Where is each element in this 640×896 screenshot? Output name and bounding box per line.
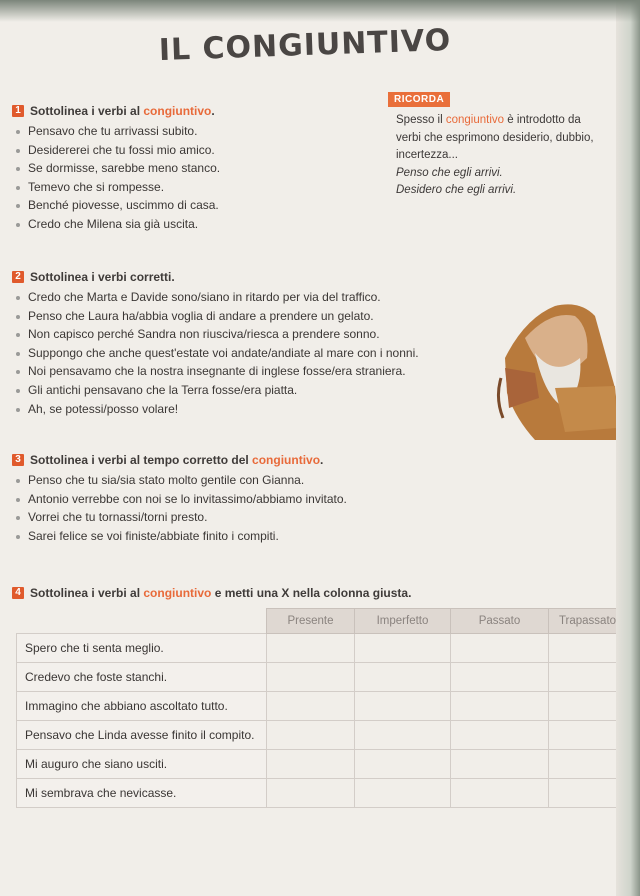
answer-cell[interactable]	[451, 721, 549, 750]
list-item[interactable]: Gli antichi pensavano che la Terra fosse/era piatta.	[12, 381, 419, 400]
exercise-3	[12, 453, 347, 545]
exercise-2-list	[12, 288, 419, 418]
exercise-3-instruction	[12, 453, 347, 467]
answer-cell[interactable]	[451, 779, 549, 808]
instruction-text: .	[320, 453, 324, 467]
list-item[interactable]: Antonio verrebbe con noi se lo invitassimo/abbiamo invitato.	[12, 490, 347, 509]
page-title: IL CONGIUNTIVO	[158, 22, 452, 69]
answer-cell[interactable]	[451, 634, 549, 663]
sentence-cell[interactable]: Mi sembrava che nevicasse.	[17, 779, 267, 808]
answer-cell[interactable]	[355, 663, 451, 692]
column-header: Passato	[451, 609, 549, 634]
answer-cell[interactable]	[267, 634, 355, 663]
exercise-3-list	[12, 471, 347, 545]
table-row	[17, 663, 627, 692]
list-item[interactable]: Temevo che si rompesse.	[12, 178, 220, 197]
table-row	[17, 634, 627, 663]
instruction-highlight: congiuntivo	[143, 104, 212, 118]
answer-cell[interactable]	[451, 663, 549, 692]
answer-cell[interactable]	[355, 750, 451, 779]
answer-cell[interactable]	[355, 692, 451, 721]
tense-table	[16, 608, 626, 808]
table-row	[17, 750, 627, 779]
instruction-highlight: congiuntivo	[143, 586, 212, 600]
answer-cell[interactable]	[267, 663, 355, 692]
answer-cell[interactable]	[549, 721, 627, 750]
list-item[interactable]: Noi pensavamo che la nostra insegnante di inglese fosse/era straniera.	[12, 362, 419, 381]
instruction-text: Sottolinea i verbi al	[30, 586, 144, 600]
exercise-number: 1	[12, 105, 24, 117]
answer-cell[interactable]	[549, 663, 627, 692]
list-item[interactable]: Penso che tu sia/sia stato molto gentile con Gianna.	[12, 471, 347, 490]
answer-cell[interactable]	[549, 779, 627, 808]
exercise-1	[12, 104, 220, 234]
list-item[interactable]: Ah, se potessi/posso volare!	[12, 400, 419, 419]
list-item[interactable]: Penso che Laura ha/abbia voglia di andare a prendere un gelato.	[12, 307, 419, 326]
answer-cell[interactable]	[549, 692, 627, 721]
list-item[interactable]: Credo che Milena sia già uscita.	[12, 215, 220, 234]
column-header: Trapassato	[549, 609, 627, 634]
instruction-text: .	[211, 104, 215, 118]
answer-cell[interactable]	[549, 750, 627, 779]
page-edge	[616, 0, 640, 896]
list-item[interactable]: Credo che Marta e Davide sono/siano in ritardo per via del traffico.	[12, 288, 419, 307]
sentence-cell[interactable]: Spero che ti senta meglio.	[17, 634, 267, 663]
table-header-blank	[17, 609, 267, 634]
ricorda-example: Penso che egli arrivi.	[396, 166, 503, 179]
answer-cell[interactable]	[267, 779, 355, 808]
instruction-text: e metti una X nella colonna giusta.	[211, 586, 412, 600]
answer-cell[interactable]	[355, 634, 451, 663]
exercise-1-instruction	[12, 104, 220, 118]
answer-cell[interactable]	[355, 779, 451, 808]
table-row	[17, 692, 627, 721]
answer-cell[interactable]	[267, 750, 355, 779]
ricorda-badge: RICORDA	[388, 92, 450, 107]
top-shadow	[0, 0, 640, 22]
list-item[interactable]: Vorrei che tu tornassi/torni presto.	[12, 508, 347, 527]
ricorda-highlight: congiuntivo	[445, 114, 505, 126]
answer-cell[interactable]	[355, 721, 451, 750]
ricorda-example: Desidero che egli arrivi.	[396, 184, 517, 196]
list-item[interactable]: Suppongo che anche quest'estate voi andate/andiate al mare con i nonni.	[12, 344, 419, 363]
list-item[interactable]: Se dormisse, sarebbe meno stanco.	[12, 159, 220, 178]
sentence-cell[interactable]: Credevo che foste stanchi.	[17, 663, 267, 692]
instruction-text: Sottolinea i verbi corretti.	[30, 270, 175, 284]
answer-cell[interactable]	[267, 692, 355, 721]
exercise-number: 3	[12, 454, 24, 466]
exercise-4-instruction	[12, 586, 411, 600]
instruction-text: Sottolinea i verbi al tempo corretto del	[30, 453, 253, 467]
exercise-number: 2	[12, 271, 24, 283]
list-item[interactable]: Benché piovesse, uscimmo di casa.	[12, 196, 220, 215]
exercise-2-instruction	[12, 270, 419, 284]
column-header: Imperfetto	[355, 609, 451, 634]
exercise-1-list	[12, 122, 220, 234]
exercise-number: 4	[12, 587, 24, 599]
list-item[interactable]: Desidererei che tu fossi mio amico.	[12, 141, 220, 160]
ricorda-text: Spesso il	[396, 114, 446, 126]
answer-cell[interactable]	[451, 750, 549, 779]
exercise-2	[12, 270, 419, 418]
instruction-highlight: congiuntivo	[252, 453, 321, 467]
list-item[interactable]: Non capisco perché Sandra non riusciva/riesca a prendere sonno.	[12, 325, 419, 344]
philosopher-illustration	[495, 298, 621, 440]
list-item[interactable]: Sarei felice se voi finiste/abbiate finito i compiti.	[12, 527, 347, 546]
sentence-cell[interactable]: Immagino che abbiano ascoltato tutto.	[17, 692, 267, 721]
exercise-4	[12, 586, 411, 600]
column-header: Presente	[267, 609, 355, 634]
answer-cell[interactable]	[451, 692, 549, 721]
table-row	[17, 721, 627, 750]
sentence-cell[interactable]: Mi auguro che siano usciti.	[17, 750, 267, 779]
ricorda-text: è introdotto da verbi che esprimono desiderio, dubbio, incertezza...	[396, 114, 594, 161]
table-row	[17, 779, 627, 808]
ricorda-note	[396, 112, 596, 200]
list-item[interactable]: Pensavo che tu arrivassi subito.	[12, 122, 220, 141]
sentence-cell[interactable]: Pensavo che Linda avesse finito il compito.	[17, 721, 267, 750]
answer-cell[interactable]	[267, 721, 355, 750]
instruction-text: Sottolinea i verbi al	[30, 104, 144, 118]
table-header-row	[17, 609, 627, 634]
answer-cell[interactable]	[549, 634, 627, 663]
